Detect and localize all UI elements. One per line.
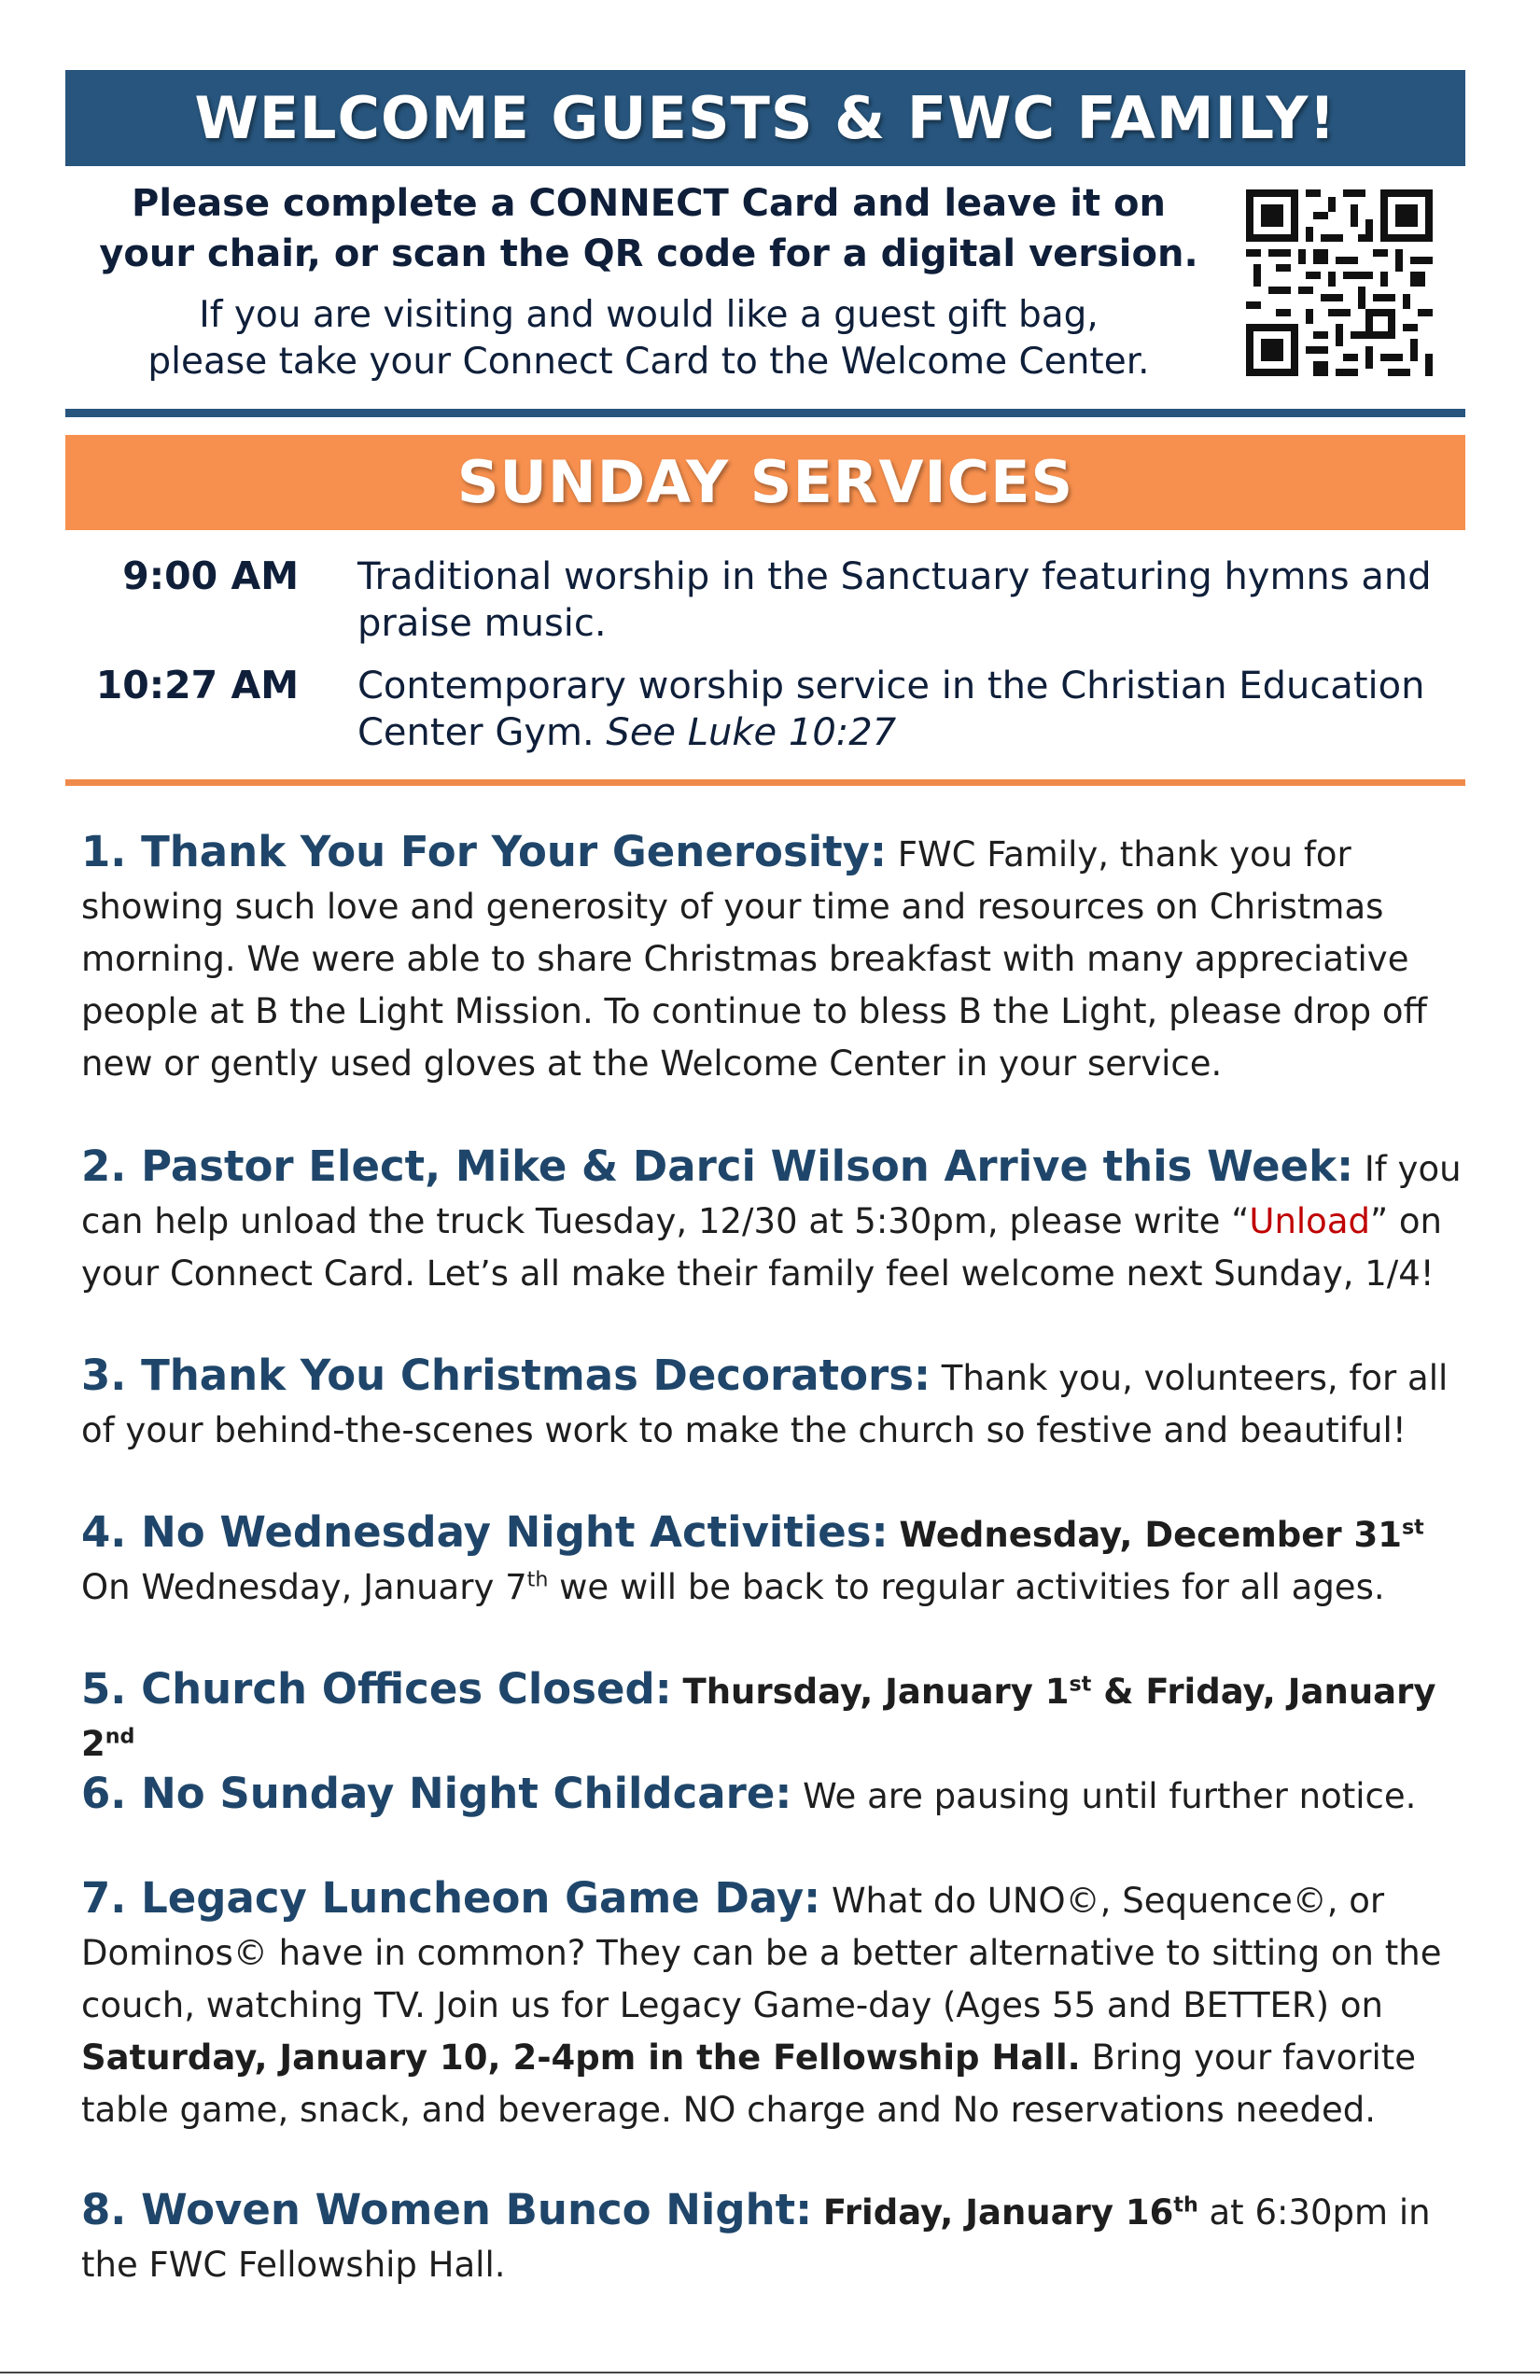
announcement-7-text-b: Bring your favorite table game, snack, and beverage. NO charge and No reservations needed.	[81, 2037, 1417, 2130]
announcement-4-date	[899, 1515, 1423, 1555]
welcome-title: WELCOME GUESTS & FWC FAMILY!	[194, 84, 1337, 152]
announcement-6-text: We are pausing until further notice.	[803, 1776, 1417, 1816]
service-time-1: 9:00 AM	[122, 553, 299, 598]
announcement-7-text-a: What do UNO©, Sequence©, or Dominos© have in common? They can be a better alternative to sitting on the couch, watching TV. Join us for Legacy Game-day (Ages 55 and BETTER) on	[81, 1881, 1442, 2025]
announcement-1-heading: 1. Thank You For Your Generosity:	[81, 827, 887, 876]
announcement-5-heading: 5. Church Offices Closed:	[81, 1664, 672, 1714]
service-time-2: 10:27 AM	[95, 663, 299, 707]
announcement-7	[81, 1872, 1472, 2136]
service-desc-1: Traditional worship in the Sanctuary featuring hymns and praise music.	[357, 555, 1432, 645]
announcement-5	[81, 1663, 1472, 1771]
announcement-6	[81, 1768, 1472, 1823]
announcement-5-date2: & Friday, January 2	[81, 1672, 1436, 1764]
connect-instruction-line2: your chair, or scan the QR code for a digital version.	[99, 232, 1198, 275]
services-banner	[65, 435, 1465, 530]
announcement-7-heading: 7. Legacy Luncheon Game Day:	[81, 1873, 821, 1923]
announcement-8-date-text: Friday, January 16	[822, 2192, 1174, 2233]
announcement-4	[81, 1506, 1472, 1614]
announcement-8-heading: 8. Woven Women Bunco Night:	[81, 2185, 813, 2234]
service-desc-2-text: Contemporary worship service in the Christian Education Center Gym.	[357, 665, 1425, 754]
unload-highlight: Unload	[1249, 1201, 1370, 1241]
announcement-3-heading: 3. Thank You Christmas Decorators:	[81, 1351, 931, 1400]
guest-gift-line2: please take your Connect Card to the Welcome Center.	[147, 341, 1150, 383]
announcement-5-sup1: st	[1069, 1672, 1092, 1697]
qr-code[interactable]	[1246, 189, 1433, 376]
announcement-2-text-a: If you can help unload the truck Tuesday, 12/30 at 5:30pm, please write “	[81, 1149, 1462, 1241]
announcement-8-date	[823, 2192, 1198, 2233]
announcement-4-text-b: we will be back to regular activities for all ages.	[548, 1567, 1385, 1607]
announcement-4-date-text: Wednesday, December 31	[899, 1515, 1402, 1555]
connect-instruction-line1: Please complete a CONNECT Card and leave it on	[132, 182, 1166, 225]
announcement-1-text: FWC Family, thank you for showing such love and generosity of your time and resources on Christmas morning. We were able to share Christmas breakfast with many appreciative people at B the Light Mission. To continue to bless B the Light, please drop off new or gently used gloves at the Welcome Center in your service.	[81, 834, 1427, 1084]
service-scripture-ref: See Luke 10:27	[606, 711, 897, 754]
announcement-3-text: Thank you, volunteers, for all of your behind-the-scenes work to make the church so festive and beautiful!	[81, 1358, 1449, 1450]
service-desc-2	[357, 663, 1449, 756]
section-divider-orange	[65, 779, 1465, 786]
announcement-2-text-b: ” on your Connect Card. Let’s all make their family feel welcome next Sunday, 1/4!	[81, 1201, 1443, 1294]
announcement-8-date-sup: th	[1173, 2192, 1198, 2218]
announcement-8-text: at 6:30pm in the FWC Fellowship Hall.	[81, 2192, 1431, 2285]
announcement-2-heading: 2. Pastor Elect, Mike & Darci Wilson Arrive this Week:	[81, 1141, 1354, 1191]
announcement-4-date-sup: st	[1401, 1515, 1424, 1540]
announcement-3	[81, 1350, 1472, 1457]
page-bottom-border	[0, 2372, 1540, 2373]
announcement-5-date1: Thursday, January 1	[682, 1672, 1070, 1712]
services-title: SUNDAY SERVICES	[456, 448, 1074, 516]
announcement-4-heading: 4. No Wednesday Night Activities:	[81, 1507, 889, 1557]
announcement-7-date: Saturday, January 10, 2-4pm in the Fellowship Hall.	[81, 2037, 1081, 2078]
announcement-4-text-a: On Wednesday, January 7	[81, 1567, 527, 1607]
guest-gift-line1: If you are visiting and would like a guest gift bag,	[199, 294, 1099, 336]
announcement-6-heading: 6. No Sunday Night Childcare:	[81, 1769, 792, 1818]
announcement-2	[81, 1141, 1472, 1300]
welcome-banner	[65, 70, 1465, 166]
section-divider-blue	[65, 409, 1465, 417]
announcement-8	[81, 2184, 1472, 2291]
announcement-5-sup2: nd	[105, 1724, 135, 1749]
announcement-1	[81, 826, 1472, 1090]
announcement-4-text-sup: th	[526, 1567, 549, 1592]
